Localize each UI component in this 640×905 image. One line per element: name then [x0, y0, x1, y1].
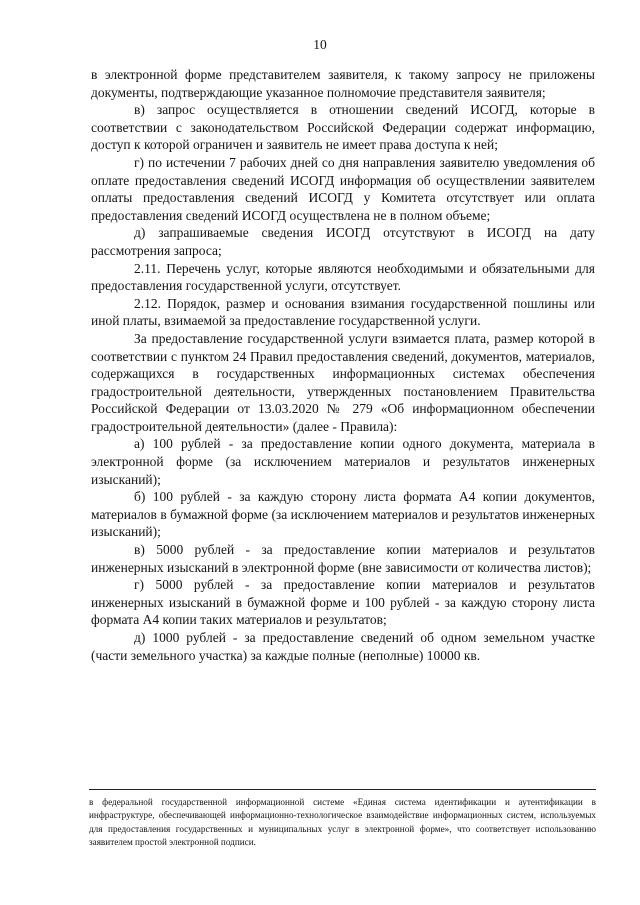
paragraph-2-12: 2.12. Порядок, размер и основания взимания государственной пошлины или иной платы, взимаемой за предоставление государственной услуги.: [91, 295, 595, 329]
paragraph-2-11: 2.11. Перечень услуг, которые являются необходимыми и обязательными для предоставления государственной услуги, отсутствует.: [91, 260, 595, 294]
page-number: 10: [313, 37, 327, 52]
body-text: [91, 66, 595, 664]
fee-item-g: г) 5000 рублей - за предоставление копии материалов и результатов инженерных изысканий в бумажной форме и 100 рублей - за каждую сторону листа формата А4 копии таких материалов и результатов;: [91, 577, 595, 628]
paragraph-continuation: в электронной форме представителем заявителя, к такому запросу не приложены документы, подтверждающие указанное полномочие представителя заявителя;: [91, 67, 595, 100]
fee-item-a: а) 100 рублей - за предоставление копии одного документа, материала в электронной форме (за исключением материалов и результатов инженерных изысканий);: [91, 436, 595, 487]
footnote-separator: [89, 789, 596, 790]
paragraph-item-v: в) запрос осуществляется в отношении сведений ИСОГД, которые в соответствии с законодательством Российской Федерации содержат информацию, доступ к которой ограничен и заявитель не имеет права доступа к ней;: [91, 102, 595, 153]
fee-item-v: в) 5000 рублей - за предоставление копии материалов и результатов инженерных изысканий в электронной форме (вне зависимости от количества листов);: [91, 542, 595, 575]
paragraph-item-g: г) по истечении 7 рабочих дней со дня направления заявителю уведомления об оплате предоставления сведений ИСОГД информация об осуществлении заявителем оплаты предоставления сведений ИСОГД у Комитета отсутствует или оплата предоставления сведений ИСОГД осуществлена не в полном объеме;: [91, 154, 595, 223]
fee-item-b: б) 100 рублей - за каждую сторону листа формата А4 копии документов, материалов в бумажной форме (за исключением материалов и результатов инженерных изысканий);: [91, 489, 595, 540]
fee-item-d: д) 1000 рублей - за предоставление сведений об одном земельном участке (части земельного участка) за каждые полные (неполные) 10000 кв.: [91, 630, 595, 663]
paragraph-fee-intro: За предоставление государственной услуги взимается плата, размер которой в соответствии с пунктом 24 Правил предоставления сведений, документов, материалов, содержащихся в государственных информационных системах обеспечения градостроительной деятельности, утвержденных постановлением Правительства Российской Федерации от 13.03.2020 № 279 «Об информационном обеспечении градостроительной деятельности» (далее - Правила):: [91, 330, 595, 434]
paragraph-item-d: д) запрашиваемые сведения ИСОГД отсутствуют в ИСОГД на дату рассмотрения запроса;: [91, 225, 595, 258]
footnote: в федеральной государственной информационной системе «Единая система идентификации и аутентификации в инфраструктуре, обеспечивающей информационно-технологическое взаимодействие информационных систем, используемых для предоставления государственных и муниципальных услуг в электронной форме», что соответствует использованию заявителем простой электронной подписи.: [89, 797, 596, 848]
